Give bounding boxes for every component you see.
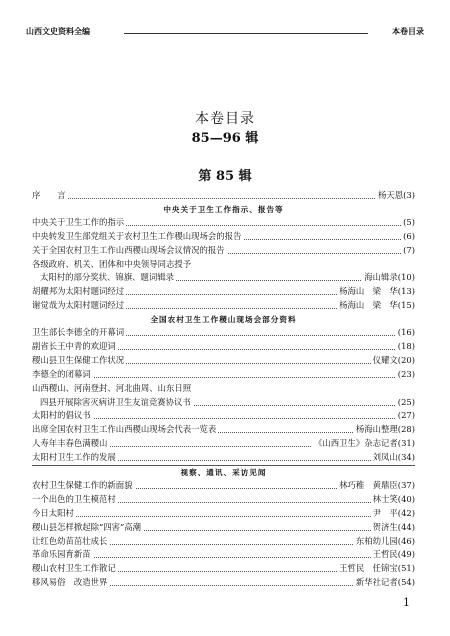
- toc-entry-title: 太阳村的部分奖状、锦旗、题词辑录: [32, 271, 176, 285]
- toc-entry-title: 稷山县卫生保健工作状况: [32, 354, 126, 368]
- toc-entry-author: 杨海山 梁 华: [339, 286, 398, 297]
- toc-entry-title: 关于全国农村卫生工作山西稷山现场会议情况的报告: [32, 244, 227, 258]
- toc-entry[interactable]: [32, 548, 415, 562]
- header-left: 山西文史资料全编: [26, 26, 90, 36]
- toc-section-heading: 全国农村卫生工作稷山现场会部分资料: [150, 315, 297, 325]
- toc-entry-title: 革命乐园育新苗: [32, 548, 93, 562]
- toc-entry-author: 林巧稚 黄鼎臣: [339, 480, 398, 491]
- toc-entry-author: 尹 平: [372, 507, 398, 518]
- toc-entry-author: 林士笑: [372, 493, 398, 504]
- toc-entry[interactable]: [32, 535, 415, 549]
- toc-entry-title: 四县开展除害灭病讲卫生友谊竞赛协议书: [32, 396, 193, 410]
- toc-entry[interactable]: [32, 258, 415, 272]
- toc-entry[interactable]: [32, 451, 415, 465]
- table-of-contents: [32, 189, 415, 590]
- toc-entry-title: 山西稷山、河南登封、河北曲周、山东日照: [32, 382, 193, 396]
- toc-entry[interactable]: [32, 299, 415, 313]
- toc-entry-page: (6): [403, 230, 415, 241]
- toc-entry[interactable]: [32, 409, 415, 423]
- toc-entry[interactable]: [32, 479, 415, 493]
- toc-entry[interactable]: [32, 521, 415, 535]
- toc-entry[interactable]: [32, 326, 415, 340]
- toc-entry-page: (25): [397, 396, 415, 407]
- toc-entry-page: (10): [397, 272, 415, 283]
- toc-entry-author: 《山西卫生》杂志记者: [314, 438, 398, 449]
- toc-entry-page: (28): [397, 424, 415, 435]
- toc-entry-page: (15): [397, 300, 415, 311]
- toc-entry[interactable]: [32, 285, 415, 299]
- toc-entry-page: (37): [397, 480, 415, 491]
- toc-entry-author: 东柏幼儿园: [355, 535, 398, 546]
- toc-entry-author: 贺济生: [372, 521, 398, 532]
- toc-entry-page: (44): [397, 521, 415, 532]
- toc-entry-title: 中央转发卫生部党组关于农村卫生工作稷山现场会的报告: [32, 230, 243, 244]
- toc-entry-author: 杨海山整理: [355, 424, 398, 435]
- toc-entry-page: (18): [397, 341, 415, 352]
- toc-entry-title: 序 言: [32, 189, 68, 203]
- toc-entry[interactable]: [32, 368, 415, 382]
- toc-entry[interactable]: [32, 230, 415, 244]
- dot-leader: [32, 198, 415, 199]
- toc-entry-page: (7): [403, 244, 415, 255]
- toc-entry[interactable]: [32, 396, 415, 410]
- toc-entry-page: (54): [397, 577, 415, 588]
- toc-entry[interactable]: [32, 576, 415, 590]
- toc-entry-page: (40): [397, 493, 415, 504]
- toc-entry-title: 今日太阳村: [32, 507, 76, 521]
- toc-entry-title: 谢觉哉为太阳村题词经过: [32, 299, 126, 313]
- toc-entry-author: 仪耀文: [372, 354, 398, 365]
- toc-entry-author: 海山辑录: [364, 272, 398, 283]
- toc-entry-author: 杨海山 梁 华: [339, 300, 398, 311]
- toc-entry[interactable]: [32, 189, 415, 203]
- issue-range: 85—96 辑: [191, 131, 259, 146]
- toc-entry-page: (34): [397, 452, 415, 463]
- toc-entry-title: 太阳村的倡议书: [32, 409, 93, 423]
- toc-entry-page: (49): [397, 549, 415, 560]
- toc-entry-page: (3): [403, 190, 415, 200]
- toc-entry[interactable]: [32, 354, 415, 368]
- toc-entry-page: (5): [403, 216, 415, 227]
- toc-entry-title: 太阳村卫生工作的发展: [32, 451, 118, 465]
- toc-entry-author: 王哲民 任锦宝: [339, 563, 398, 574]
- toc-entry[interactable]: [32, 423, 415, 437]
- toc-entry[interactable]: [32, 493, 415, 507]
- toc-entry-title: 移风易俗 改造世界: [32, 576, 109, 590]
- dot-leader: [32, 516, 415, 517]
- page-title: 本卷目录: [195, 111, 255, 127]
- toc-entry[interactable]: [32, 507, 415, 521]
- toc-entry-title: 出席全国农村卫生工作山西稷山现场会代表一览表: [32, 423, 218, 437]
- toc-entry-title: 稷山农村卫生工作散记: [32, 562, 118, 576]
- toc-entry-title: 李德全的闭幕词: [32, 368, 93, 382]
- toc-entry[interactable]: [32, 244, 415, 258]
- toc-entry-page: (27): [397, 410, 415, 421]
- toc-section-heading: 中央关于卫生工作指示、报告等: [163, 204, 284, 214]
- toc-entry-title: 各级政府、机关、团体和中央领导同志授予: [32, 258, 193, 272]
- running-header: [26, 26, 424, 40]
- toc-entry[interactable]: [32, 382, 415, 396]
- toc-entry-title: 副省长王中青的欢迎词: [32, 340, 118, 354]
- toc-entry[interactable]: [32, 562, 415, 576]
- header-rule: [124, 33, 368, 34]
- toc-entry-title: 一个出色的卫生模范村: [32, 493, 118, 507]
- toc-entry[interactable]: [32, 437, 415, 451]
- toc-entry-author: 王哲民: [372, 549, 398, 560]
- toc-entry-author: 杨天恩: [378, 190, 404, 200]
- toc-entry-page: (51): [397, 563, 415, 574]
- page-number: 1: [403, 596, 410, 609]
- toc-entry-page: (42): [397, 507, 415, 518]
- toc-entry-page: (23): [397, 368, 415, 379]
- toc-entry-page: (16): [397, 327, 415, 338]
- toc-entry[interactable]: [32, 340, 415, 354]
- toc-entry-title: 胡耀邦为太阳村题词经过: [32, 285, 126, 299]
- toc-entry-title: 中央关于卫生工作的指示: [32, 216, 126, 230]
- toc-entry-title: 让红色幼苗茁壮成长: [32, 535, 109, 549]
- toc-entry-title: 稷山县怎样掀起除“四害”高潮: [32, 521, 143, 535]
- toc-entry-title: 农村卫生保健工作的新面貌: [32, 479, 135, 493]
- header-right: 本卷目录: [392, 26, 424, 36]
- toc-entry-author: 刘凤山: [372, 452, 398, 463]
- toc-entry-page: (20): [397, 354, 415, 365]
- toc-entry[interactable]: [32, 271, 415, 285]
- toc-entry-title: 卫生部长李德全的开幕词: [32, 326, 126, 340]
- toc-entry-author: 新华社记者: [355, 577, 398, 588]
- toc-entry-page: (46): [397, 535, 415, 546]
- toc-section-heading: 视察、通讯、采访见闻: [32, 465, 415, 479]
- toc-entry-page: (31): [397, 438, 415, 449]
- toc-entry-page: (13): [397, 286, 415, 297]
- toc-entry[interactable]: [32, 216, 415, 230]
- toc-entry-title: 人寿年丰春色满稷山: [32, 437, 109, 451]
- part-title: 第 85 辑: [198, 169, 252, 184]
